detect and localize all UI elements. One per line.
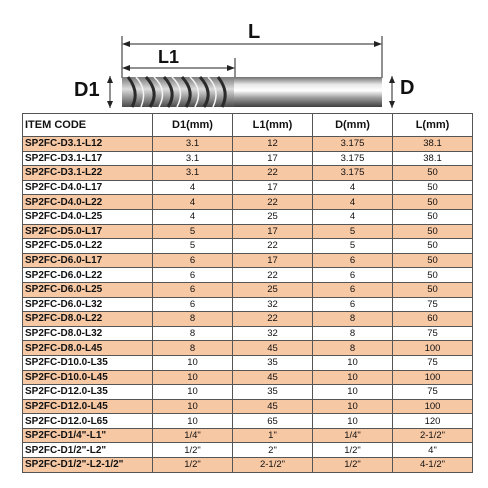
cell-item-code: SP2FC-D12.0-L35: [23, 385, 153, 400]
cell-l: 50: [393, 282, 473, 297]
table-row: [23, 195, 473, 210]
cell-d: 3.175: [313, 151, 393, 166]
cell-d: 10: [313, 370, 393, 385]
cell-l1: 17: [233, 224, 313, 239]
cell-d: 8: [313, 312, 393, 327]
cell-item-code: SP2FC-D5.0-L17: [23, 224, 153, 239]
cell-d1: 6: [153, 282, 233, 297]
cell-l: 75: [393, 385, 473, 400]
arrowhead-D1-top: [107, 76, 113, 83]
cell-l: 50: [393, 209, 473, 224]
table-row: [23, 239, 473, 254]
cell-d: 10: [313, 399, 393, 414]
cell-item-code: SP2FC-D8.0-L22: [23, 312, 153, 327]
cell-item-code: SP2FC-D6.0-L22: [23, 268, 153, 283]
table-row: [23, 137, 473, 152]
cell-d1: 5: [153, 239, 233, 254]
cell-d1: 4: [153, 195, 233, 210]
cell-d: 6: [313, 268, 393, 283]
arrowhead-D1-bottom: [107, 101, 113, 108]
table-row: [23, 297, 473, 312]
cell-l1: 22: [233, 239, 313, 254]
table-row: [23, 312, 473, 327]
cell-d1: 4: [153, 209, 233, 224]
table-row: [23, 224, 473, 239]
cell-d1: 10: [153, 355, 233, 370]
cell-d: 4: [313, 209, 393, 224]
header-item-code: ITEM CODE: [23, 114, 153, 137]
cell-item-code: SP2FC-D8.0-L45: [23, 341, 153, 356]
cell-d: 1/2": [313, 443, 393, 458]
cell-d1: 6: [153, 268, 233, 283]
cell-d: 8: [313, 341, 393, 356]
cell-l1: 2": [233, 443, 313, 458]
cell-item-code: SP2FC-D12.0-L65: [23, 414, 153, 429]
cell-d1: 10: [153, 385, 233, 400]
cell-l: 100: [393, 370, 473, 385]
cell-item-code: SP2FC-D6.0-L32: [23, 297, 153, 312]
label-overall-length: L: [248, 21, 261, 43]
table-row: [23, 443, 473, 458]
cell-item-code: SP2FC-D3.1-L12: [23, 137, 153, 152]
cell-d1: 5: [153, 224, 233, 239]
cell-d: 1/4": [313, 428, 393, 443]
cell-item-code: SP2FC-D4.0-L25: [23, 209, 153, 224]
cell-item-code: SP2FC-D4.0-L17: [23, 180, 153, 195]
cell-l1: 45: [233, 341, 313, 356]
cell-item-code: SP2FC-D10.0-L35: [23, 355, 153, 370]
cell-l1: 35: [233, 385, 313, 400]
cell-l1: 22: [233, 195, 313, 210]
cell-l1: 22: [233, 166, 313, 181]
cell-d: 1/2": [313, 458, 393, 473]
cell-d1: 10: [153, 399, 233, 414]
cell-item-code: SP2FC-D3.1-L22: [23, 166, 153, 181]
cell-d1: 8: [153, 312, 233, 327]
cell-d1: 10: [153, 414, 233, 429]
table-row: [23, 268, 473, 283]
arrowhead-L-right: [374, 41, 382, 47]
cell-l1: 65: [233, 414, 313, 429]
cell-l: 50: [393, 195, 473, 210]
cell-l: 100: [393, 341, 473, 356]
cell-l: 50: [393, 166, 473, 181]
label-flute-length: L1: [158, 47, 180, 67]
cell-item-code: SP2FC-D1/2"-L2-1/2": [23, 458, 153, 473]
table-row: [23, 399, 473, 414]
cell-l1: 2-1/2": [233, 458, 313, 473]
cell-d1: 4: [153, 180, 233, 195]
cell-d: 3.175: [313, 166, 393, 181]
table-row: [23, 414, 473, 429]
table-row: [23, 341, 473, 356]
cell-l: 38.1: [393, 151, 473, 166]
arrowhead-L1-right: [227, 65, 235, 71]
cell-d: 5: [313, 239, 393, 254]
table-row: [23, 458, 473, 473]
cell-l1: 32: [233, 297, 313, 312]
cell-item-code: SP2FC-D1/4"-L1": [23, 428, 153, 443]
table-header-row: [23, 114, 473, 137]
cell-l1: 22: [233, 312, 313, 327]
cell-d1: 8: [153, 326, 233, 341]
label-cutting-diameter: D1: [74, 79, 100, 101]
cell-l: 50: [393, 224, 473, 239]
table-row: [23, 370, 473, 385]
table-row: [23, 166, 473, 181]
cell-l: 100: [393, 399, 473, 414]
cell-item-code: SP2FC-D1/2"-L2": [23, 443, 153, 458]
cell-l: 50: [393, 268, 473, 283]
cell-l1: 22: [233, 268, 313, 283]
cell-d1: 1/2": [153, 443, 233, 458]
cell-l1: 17: [233, 151, 313, 166]
cell-d1: 3.1: [153, 166, 233, 181]
spec-table: [22, 113, 473, 473]
cell-l1: 17: [233, 180, 313, 195]
cell-l: 75: [393, 297, 473, 312]
cell-d1: 1/2": [153, 458, 233, 473]
cell-d1: 8: [153, 341, 233, 356]
cell-d: 10: [313, 355, 393, 370]
cell-l1: 45: [233, 370, 313, 385]
cell-item-code: SP2FC-D5.0-L22: [23, 239, 153, 254]
tool-shank: [232, 77, 382, 107]
table-body: [23, 137, 473, 473]
cell-d: 6: [313, 282, 393, 297]
cell-l: 50: [393, 180, 473, 195]
cell-l1: 1": [233, 428, 313, 443]
table-row: [23, 282, 473, 297]
label-shank-diameter: D: [400, 77, 415, 99]
cell-item-code: SP2FC-D6.0-L17: [23, 253, 153, 268]
cell-l: 75: [393, 326, 473, 341]
cell-d1: 3.1: [153, 151, 233, 166]
cell-item-code: SP2FC-D4.0-L22: [23, 195, 153, 210]
cell-item-code: SP2FC-D10.0-L45: [23, 370, 153, 385]
cell-d: 10: [313, 414, 393, 429]
cell-l1: 25: [233, 209, 313, 224]
cell-item-code: SP2FC-D3.1-L17: [23, 151, 153, 166]
arrowhead-L1-left: [122, 65, 130, 71]
cell-d1: 6: [153, 297, 233, 312]
cell-item-code: SP2FC-D6.0-L25: [23, 282, 153, 297]
cell-l1: 12: [233, 137, 313, 152]
cell-d: 3.175: [313, 137, 393, 152]
table-row: [23, 385, 473, 400]
table-row: [23, 253, 473, 268]
cell-d: 10: [313, 385, 393, 400]
cell-d1: 1/4": [153, 428, 233, 443]
cell-l1: 35: [233, 355, 313, 370]
cell-d: 5: [313, 224, 393, 239]
cell-l1: 32: [233, 326, 313, 341]
cell-l: 60: [393, 312, 473, 327]
cell-d: 8: [313, 326, 393, 341]
header-d: D(mm): [313, 114, 393, 137]
cell-d1: 6: [153, 253, 233, 268]
cell-item-code: SP2FC-D8.0-L32: [23, 326, 153, 341]
cell-l: 4-1/2": [393, 458, 473, 473]
cell-l1: 17: [233, 253, 313, 268]
table-row: [23, 180, 473, 195]
cell-l: 120: [393, 414, 473, 429]
cell-d1: 3.1: [153, 137, 233, 152]
header-l1: L1(mm): [233, 114, 313, 137]
table-row: [23, 326, 473, 341]
cell-d: 4: [313, 180, 393, 195]
header-d1: D1(mm): [153, 114, 233, 137]
cell-d1: 10: [153, 370, 233, 385]
cell-l: 50: [393, 253, 473, 268]
header-l: L(mm): [393, 114, 473, 137]
cell-l: 4": [393, 443, 473, 458]
table-row: [23, 151, 473, 166]
cell-d: 6: [313, 253, 393, 268]
arrowhead-L-left: [122, 41, 130, 47]
arrowhead-D-bottom: [389, 101, 395, 108]
arrowhead-D-top: [389, 76, 395, 83]
table-row: [23, 355, 473, 370]
cell-l1: 45: [233, 399, 313, 414]
table-row: [23, 209, 473, 224]
cell-d: 6: [313, 297, 393, 312]
cell-l: 2-1/2": [393, 428, 473, 443]
cell-d: 4: [313, 195, 393, 210]
cell-l: 75: [393, 355, 473, 370]
table-row: [23, 428, 473, 443]
cell-l: 38.1: [393, 137, 473, 152]
cell-item-code: SP2FC-D12.0-L45: [23, 399, 153, 414]
cell-l1: 25: [233, 282, 313, 297]
end-mill-diagram: [0, 0, 488, 112]
cell-l: 50: [393, 239, 473, 254]
